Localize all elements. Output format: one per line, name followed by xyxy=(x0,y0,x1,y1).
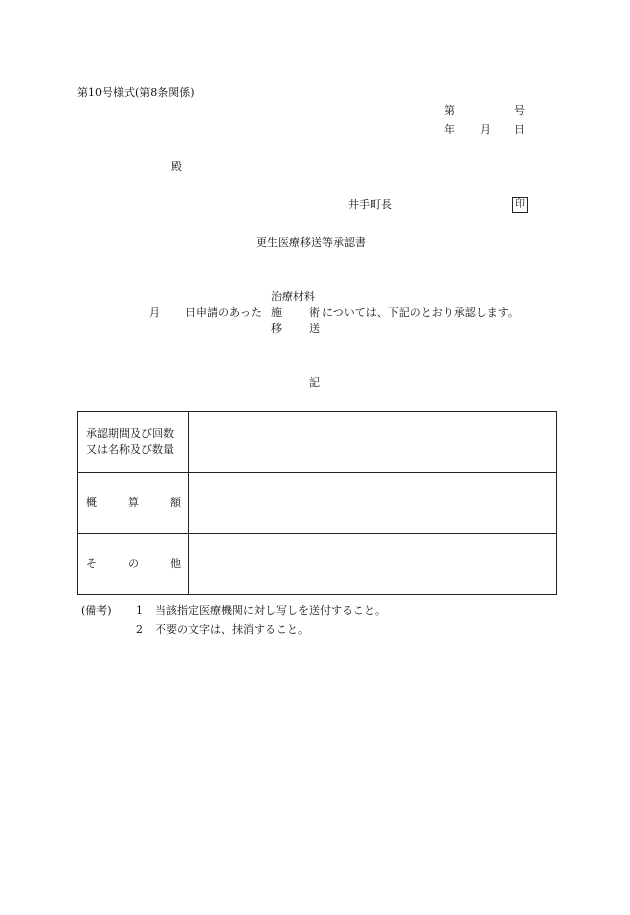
issuer-title: 井手町長 xyxy=(348,198,392,211)
form-number: 第10号様式(第8条関係) xyxy=(77,86,195,99)
document-title: 更生医療移送等承認書 xyxy=(256,236,366,249)
value-cell-estimate[interactable] xyxy=(189,473,557,534)
row-label-period xyxy=(78,412,189,473)
table-row xyxy=(78,534,557,595)
label-char: 他 xyxy=(170,557,181,570)
seal-mark: 印 xyxy=(512,197,528,213)
body-day-applied: 日申請のあった xyxy=(185,306,262,319)
body-approval-text: については、下記のとおり承認します。 xyxy=(322,306,519,319)
row-label-estimate xyxy=(78,473,189,534)
date-year: 年 xyxy=(444,123,455,136)
row-label-line: 又は名称及び数量 xyxy=(86,443,174,456)
row-label-other xyxy=(78,534,189,595)
addressee-honorific: 殿 xyxy=(171,160,182,173)
option-procedure-a: 施 xyxy=(271,306,282,319)
label-char: そ xyxy=(86,557,97,570)
label-char: 概 xyxy=(86,496,97,509)
approval-table xyxy=(77,411,557,595)
note-number: 1 xyxy=(136,604,143,617)
label-char: の xyxy=(128,557,139,570)
date-month: 月 xyxy=(480,123,491,136)
option-transport-b: 送 xyxy=(309,322,320,335)
note-text: 不要の文字は、抹消すること。 xyxy=(155,623,309,636)
option-transport-a: 移 xyxy=(271,322,282,335)
note-number: 2 xyxy=(136,623,143,636)
option-procedure-b: 術 xyxy=(309,306,320,319)
ki-heading: 記 xyxy=(309,376,320,389)
value-cell-other[interactable] xyxy=(189,534,557,595)
date-day: 日 xyxy=(514,123,525,136)
note-text: 当該指定医療機関に対し写しを送付すること。 xyxy=(155,604,386,617)
label-char: 額 xyxy=(170,496,181,509)
label-char: 算 xyxy=(128,496,139,509)
table-row xyxy=(78,412,557,473)
doc-number-prefix: 第 xyxy=(444,104,455,117)
doc-number-suffix: 号 xyxy=(514,104,525,117)
table-row xyxy=(78,473,557,534)
row-label-line: 承認期間及び回数 xyxy=(86,427,174,440)
body-month: 月 xyxy=(149,306,160,319)
notes-prefix: (備考) xyxy=(81,604,112,617)
option-treatment-materials: 治療材料 xyxy=(271,290,315,303)
value-cell-period[interactable] xyxy=(189,412,557,473)
